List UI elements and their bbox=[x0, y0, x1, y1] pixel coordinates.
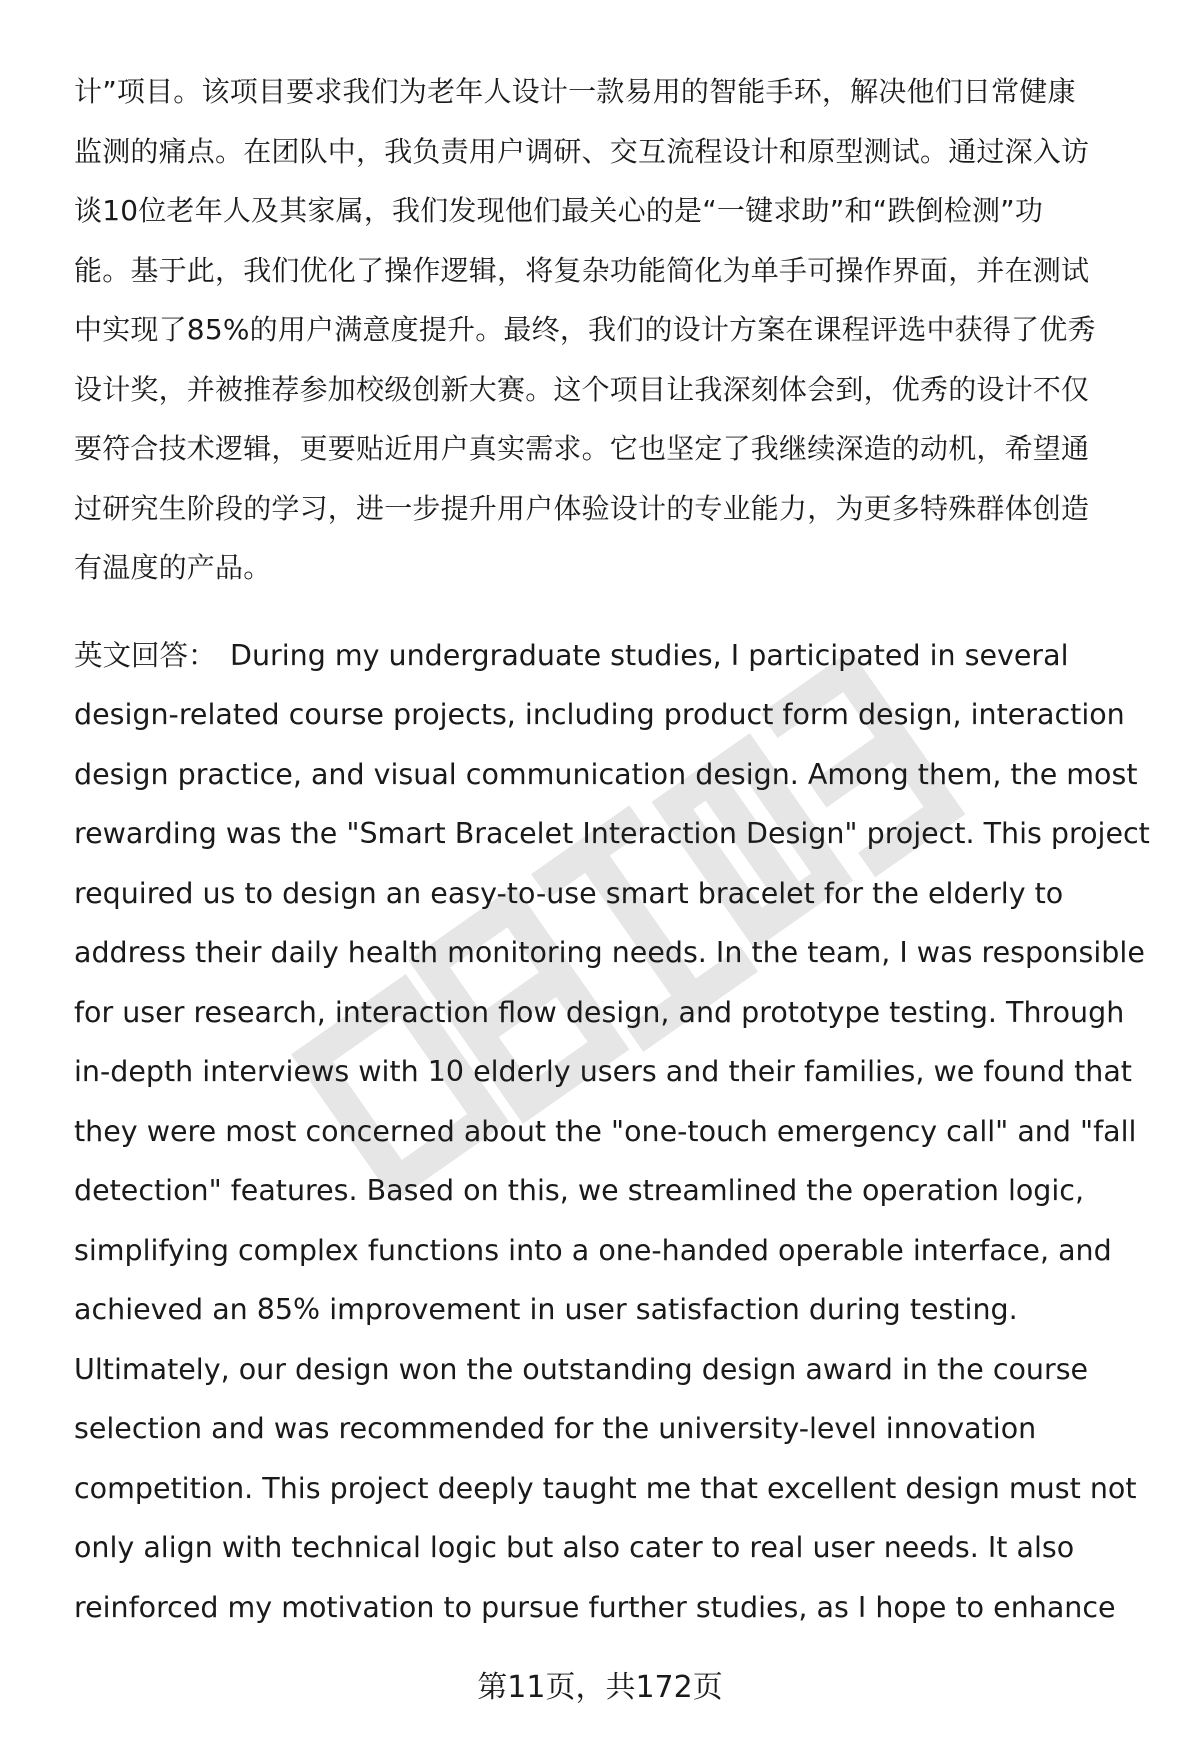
text-line: competition. This project deeply taught me that excellent design must not bbox=[74, 1471, 1137, 1505]
text-line: reinforced my motivation to pursue further studies, as I hope to enhance bbox=[74, 1590, 1116, 1624]
text-line: 设计奖，并被推荐参加校级创新大赛。这个项目让我深刻体会到，优秀的设计不仅 bbox=[74, 372, 1090, 406]
text-line: design practice, and visual communication design. Among them, the most bbox=[74, 757, 1138, 791]
text-line-content: During my undergraduate studies, I participated in several bbox=[230, 638, 1069, 672]
chinese-answer-paragraph bbox=[74, 62, 1154, 598]
text-line: 要符合技术逻辑，更要贴近用户真实需求。它也坚定了我继续深造的动机，希望通 bbox=[74, 432, 1090, 465]
text-line: achieved an 85% improvement in user satisfaction during testing. bbox=[74, 1293, 1018, 1326]
text-line: 监测的痛点。在团队中，我负责用户调研、交互流程设计和原型测试。通过深入访 bbox=[74, 134, 1090, 168]
text-line: only align with technical logic but also cater to real user needs. It also bbox=[74, 1531, 1075, 1564]
text-line: design-related course projects, including product form design, interaction bbox=[74, 698, 1125, 731]
text-line bbox=[74, 626, 1154, 686]
text-line: 能。基于此，我们优化了操作逻辑，将复杂功能简化为单手可操作界面，并在测试 bbox=[74, 253, 1090, 287]
text-line: 谈10位老年人及其家属，我们发现他们最关心的是“一键求助”和“跌倒检测”功 bbox=[74, 194, 1044, 227]
english-answer-label: 英文回答： bbox=[74, 638, 217, 672]
english-answer-paragraph bbox=[74, 626, 1154, 1638]
text-line: selection and was recommended for the university-level innovation bbox=[74, 1412, 1037, 1445]
text-line: in-depth interviews with 10 elderly users and their families, we found that bbox=[74, 1055, 1132, 1088]
page-content bbox=[74, 62, 1154, 1637]
page-number-footer: 第11页，共172页 bbox=[477, 1670, 723, 1705]
text-line: 中实现了85%的用户满意度提升。最终，我们的设计方案在课程评选中获得了优秀 bbox=[74, 313, 1096, 346]
text-line: required us to design an easy-to-use smart bracelet for the elderly to bbox=[74, 876, 1064, 910]
text-line: 过研究生阶段的学习，进一步提升用户体验设计的专业能力，为更多特殊群体创造 bbox=[74, 491, 1090, 525]
text-line: simplifying complex functions into a one-handed operable interface, and bbox=[74, 1233, 1112, 1267]
text-line: for user research, interaction flow design, and prototype testing. Through bbox=[74, 995, 1125, 1029]
text-line: address their daily health monitoring needs. In the team, I was responsible bbox=[74, 936, 1145, 969]
text-line: rewarding was the "Smart Bracelet Interaction Design" project. This project bbox=[74, 817, 1150, 850]
text-line: detection" features. Based on this, we streamlined the operation logic, bbox=[74, 1174, 1085, 1207]
text-line: Ultimately, our design won the outstanding design award in the course bbox=[74, 1352, 1089, 1386]
text-line: they were most concerned about the "one-touch emergency call" and "fall bbox=[74, 1114, 1137, 1148]
text-line: 有温度的产品。 bbox=[74, 551, 272, 584]
text-line: 计”项目。该项目要求我们为老年人设计一款易用的智能手环，解决他们日常健康 bbox=[74, 75, 1076, 108]
